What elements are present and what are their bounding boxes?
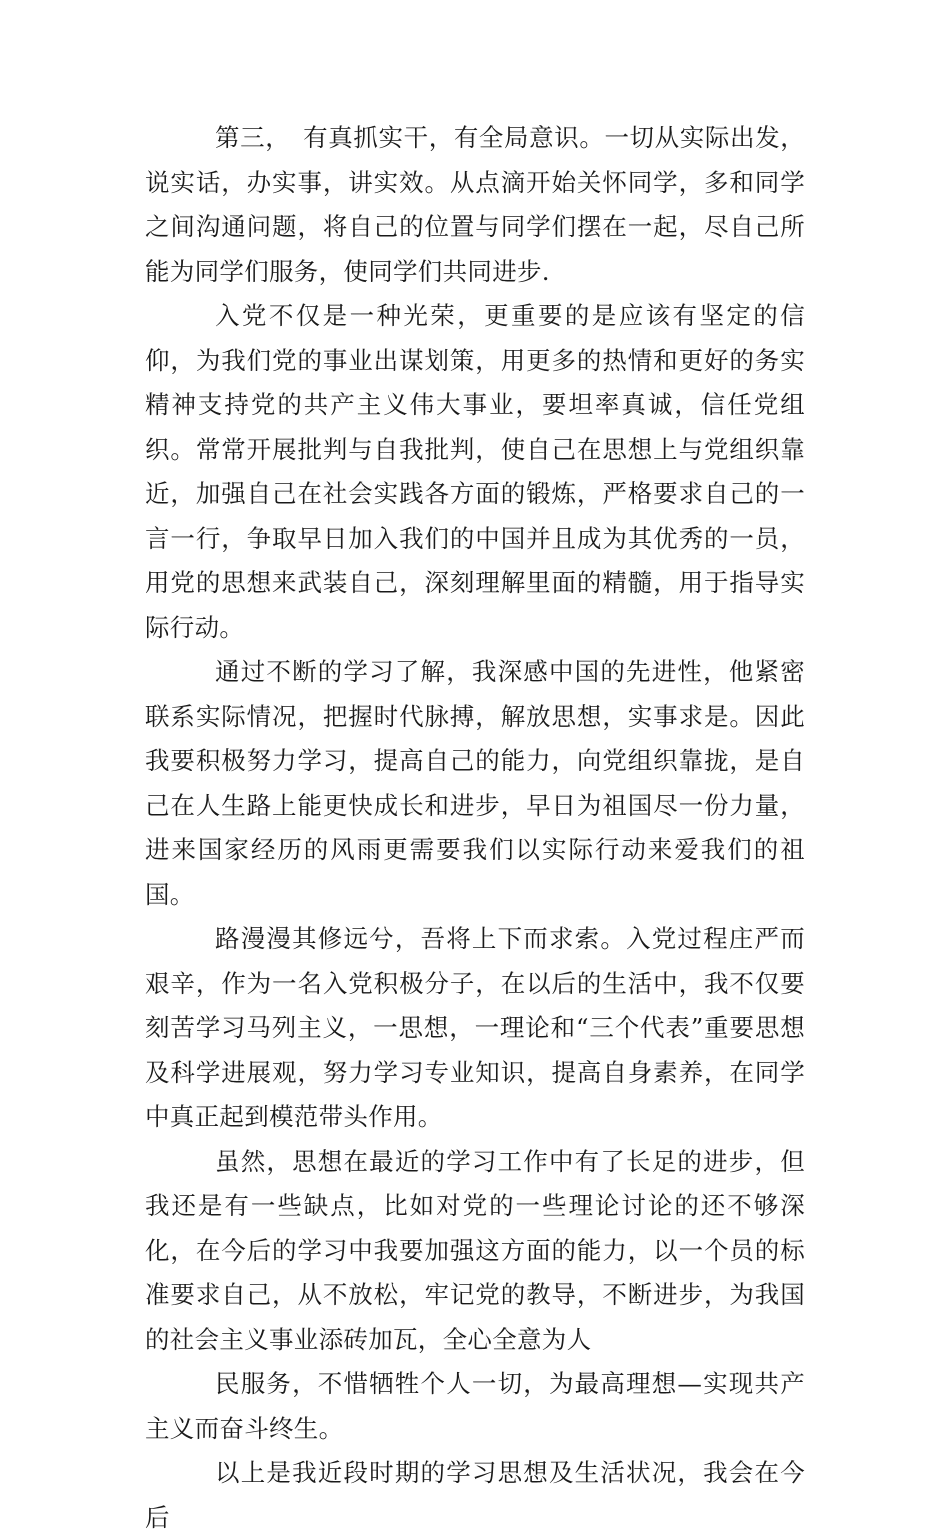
paragraph-6: 民服务，不惜牺牲个人一切，为最高理想—实现共产主义而奋斗终生。 (145, 1369, 805, 1443)
paragraph-1: 第三， 有真抓实干，有全局意识。一切从实际出发，说实话，办实事，讲实效。从点滴开始关怀同学，多和同学之间沟通问题，将自己的位置与同学们摆在一起，尽自己所能为同学们服务，使同学们共同进步. (145, 123, 805, 286)
paragraph-3: 通过不断的学习了解，我深感中国的先进性，他紧密联系实际情况，把握时代脉搏，解放思想，实事求是。因此我要积极努力学习，提高自己的能力，向党组织靠拢，是自己在人生路上能更快成长和进步，早日为祖国尽一份力量，进来国家经历的风雨更需要我们以实际行动来爱我们的祖国。 (145, 657, 805, 909)
paragraph-5: 虽然，思想在最近的学习工作中有了长足的进步，但我还是有一些缺点，比如对党的一些理论讨论的还不够深化，在今后的学习中我要加强这方面的能力，以一个员的标准要求自己，从不放松，牢记党的教导，不断进步，为我国的社会主义事业添砖加瓦，全心全意为人 (145, 1146, 805, 1354)
document-body (145, 116, 805, 1540)
paragraph-7: 以上是我近段时期的学习思想及生活状况，我会在今后 (145, 1458, 805, 1532)
paragraph-2: 入党不仅是一种光荣，更重要的是应该有坚定的信仰，为我们党的事业出谋划策，用更多的热情和更好的务实精神支持党的共产主义伟大事业，要坦率真诚，信任党组织。常常开展批判与自我批判，使自己在思想上与党组织靠近，加强自己在社会实践各方面的锻炼，严格要求自己的一言一行，争取早日加入我们的中国并且成为其优秀的一员，用党的思想来武装自己，深刻理解里面的精髓，用于指导实际行动。 (145, 301, 805, 642)
paragraph-4: 路漫漫其修远兮，吾将上下而求索。入党过程庄严而艰辛，作为一名入党积极分子，在以后的生活中，我不仅要刻苦学习马列主义，一思想，一理论和“三个代表”重要思想及科学进展观，努力学习专业知识，提高自身素养，在同学中真正起到模范带头作用。 (145, 924, 805, 1131)
